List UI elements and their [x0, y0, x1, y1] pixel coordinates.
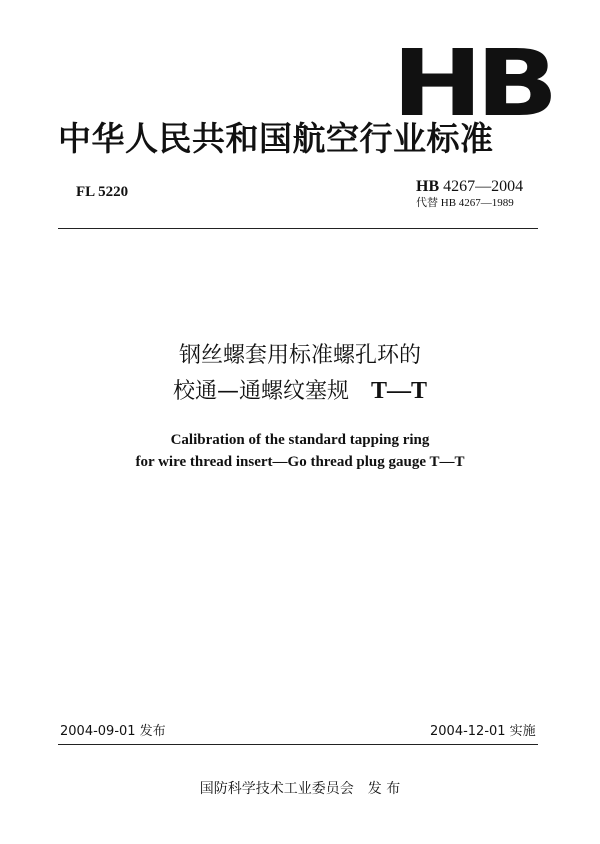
standard-number-block [416, 177, 566, 210]
issuer-line [0, 778, 600, 798]
top-divider [58, 228, 538, 229]
title-cn-line2-text: 校通—通螺纹塞规 [172, 379, 349, 404]
title-cn-suffix: T—T [371, 378, 428, 404]
title-cn-line1: 钢丝螺套用标准螺孔环的 [178, 343, 421, 368]
standard-number-value: 4267—2004 [443, 178, 524, 195]
replaces-standard: 代替 HB 4267—1989 [416, 197, 514, 209]
title-en-line1: Calibration of the standard tapping ring [170, 432, 430, 448]
title-en-line2: for wire thread insert—Go thread plug gauge T—T [135, 454, 465, 470]
title-cn-line2 [0, 375, 600, 408]
hb-logo: HB [392, 30, 552, 137]
issuer-name: 国防科学技术工业委员会 [199, 781, 354, 797]
bottom-divider [58, 744, 538, 745]
issuer-verb: 发 布 [367, 781, 401, 797]
issue-date: 2004-09-01 发布 [60, 724, 166, 739]
org-title: 中华人民共和国航空行业标准 [58, 119, 494, 158]
standard-number [416, 177, 566, 196]
implementation-date: 2004-12-01 实施 [430, 724, 536, 739]
standard-prefix: HB [416, 178, 440, 195]
classification-code: FL 5220 [76, 184, 129, 200]
